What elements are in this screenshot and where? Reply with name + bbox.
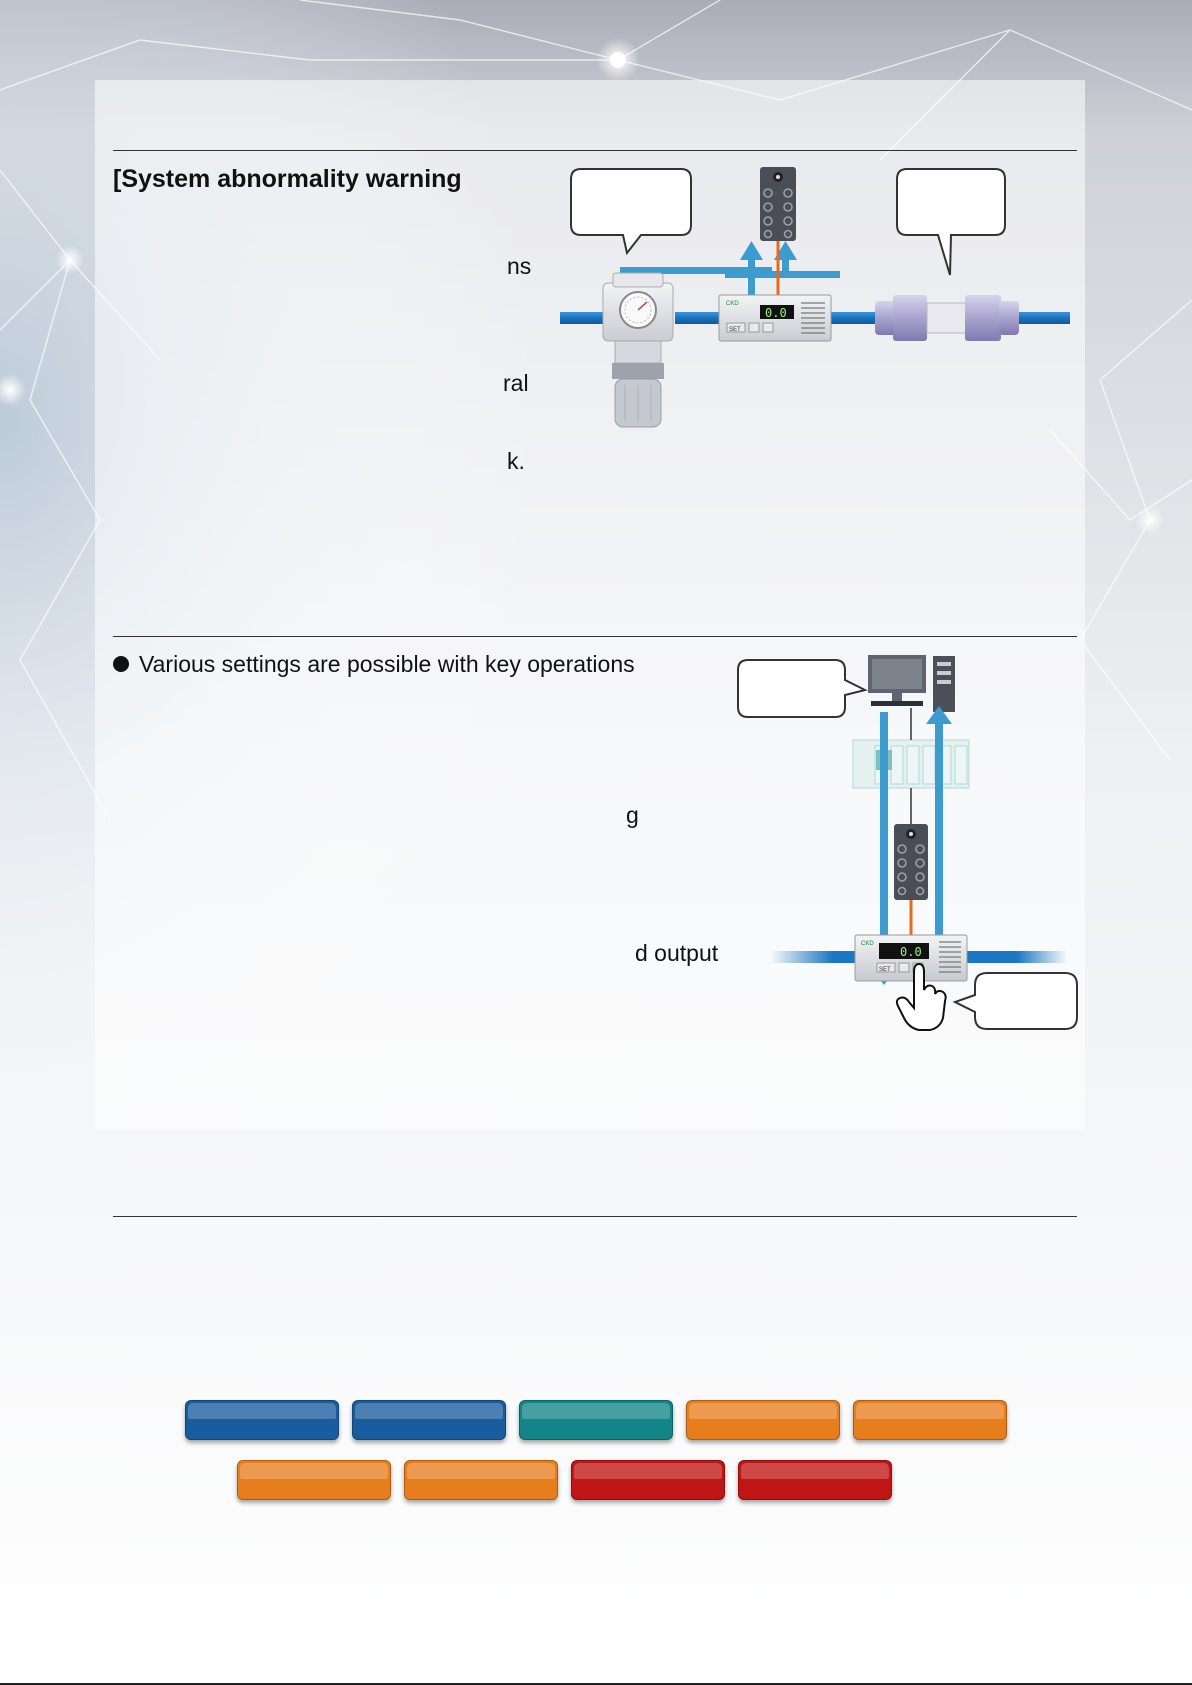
io-link-hub-icon (760, 167, 796, 241)
bullet-icon (113, 656, 129, 672)
category-button-2[interactable] (352, 1400, 506, 1440)
svg-text:CKD: CKD (726, 301, 739, 307)
flow-display-value: 0.0 (900, 945, 922, 959)
category-button-9[interactable] (738, 1460, 892, 1500)
plc-icon (853, 740, 969, 788)
svg-text:CKD: CKD (861, 941, 874, 947)
speech-bubble-icon (571, 169, 691, 253)
section1-fragment-2: ral (503, 370, 529, 396)
section-divider-top (113, 150, 1077, 151)
set-key-label: SET (729, 327, 741, 333)
flow-sensor-icon (855, 935, 967, 981)
speech-bubble-icon (955, 973, 1077, 1029)
section-divider-bottom (113, 1216, 1077, 1217)
section2-bullet (113, 651, 635, 678)
section1-fragment-3: k. (507, 448, 525, 474)
section1-heading: [System abnormality warning (113, 165, 462, 193)
section2-bullet-text: Various settings are possible with key operations (139, 651, 635, 677)
io-link-hub-icon (894, 824, 928, 900)
computer-icon (868, 655, 955, 712)
category-button-7[interactable] (404, 1460, 558, 1500)
category-button-5[interactable] (853, 1400, 1007, 1440)
key-settings-diagram (735, 650, 1080, 1035)
regulator-icon (603, 273, 673, 427)
category-button-3[interactable] (519, 1400, 673, 1440)
category-button-6[interactable] (237, 1460, 391, 1500)
section2-fragment-1: g (626, 802, 639, 828)
air-pipe (967, 951, 1067, 963)
speech-bubble-icon (738, 660, 865, 717)
category-button-4[interactable] (686, 1400, 840, 1440)
system-warning-diagram (555, 165, 1075, 470)
speech-bubble-icon (897, 169, 1005, 275)
flow-sensor-icon (719, 295, 831, 341)
section1-fragment-1: ns (507, 253, 532, 279)
flow-display-value: 0.0 (765, 306, 787, 320)
category-button-1[interactable] (185, 1400, 339, 1440)
category-button-8[interactable] (571, 1460, 725, 1500)
section2-fragment-2: d output (635, 940, 719, 966)
set-key-label: SET (879, 967, 891, 973)
valve-icon (875, 295, 1019, 341)
section-divider-middle (113, 636, 1077, 637)
